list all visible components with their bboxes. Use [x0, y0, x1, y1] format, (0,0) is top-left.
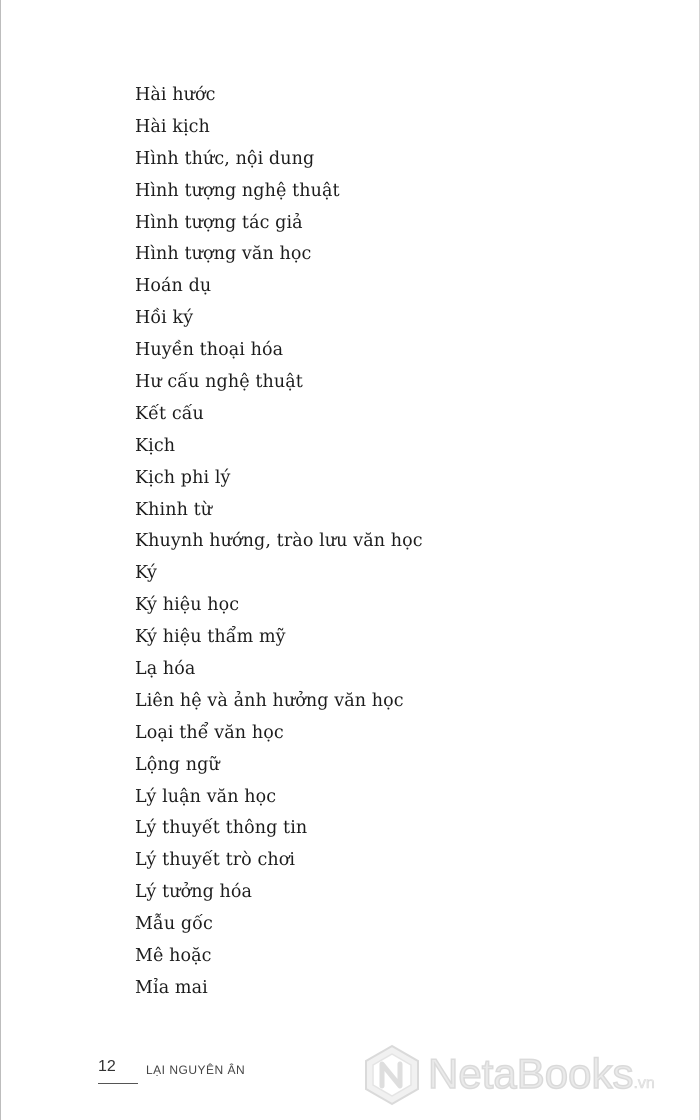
term-entry: Lý luận văn học	[135, 786, 277, 807]
page-edge-left	[0, 0, 1, 1120]
term-entry: Mỉa mai	[135, 977, 208, 998]
term-entry: Kịch phi lý	[135, 467, 231, 488]
term-entry: Ký hiệu thẩm mỹ	[135, 627, 286, 648]
term-entry: Hình tượng văn học	[135, 244, 312, 265]
term-entry: Khuynh hướng, trào lưu văn học	[135, 531, 423, 552]
term-entry: Lý thuyết thông tin	[135, 818, 308, 839]
term-entry: Lý thuyết trò chơi	[135, 850, 296, 871]
page-number: 12	[98, 1058, 116, 1075]
netabooks-logo-icon	[362, 1044, 422, 1106]
watermark-brand	[428, 1050, 655, 1098]
term-entry: Liên hệ và ảnh hưởng văn học	[135, 690, 404, 711]
term-entry: Mẫu gốc	[135, 914, 213, 935]
term-entry: Kịch	[135, 435, 176, 456]
footer-divider	[98, 1083, 138, 1084]
term-entry: Ký hiệu học	[135, 595, 240, 616]
term-entry: Hình tượng nghệ thuật	[135, 180, 340, 201]
term-list	[135, 80, 423, 1005]
watermark-suffix: .vn	[633, 1075, 655, 1092]
term-entry: Kết cấu	[135, 403, 204, 424]
term-entry: Hài kịch	[135, 116, 210, 137]
term-entry: Loại thể văn học	[135, 722, 284, 743]
term-entry: Hài hước	[135, 85, 216, 105]
term-entry: Hình tượng tác giả	[135, 212, 303, 233]
term-entry: Hoán dụ	[135, 276, 212, 297]
term-entry: Lý tưởng hóa	[135, 882, 253, 903]
author-name: LẠI NGUYÊN ÂN	[146, 1063, 246, 1077]
term-entry: Hư cấu nghệ thuật	[135, 372, 303, 393]
term-entry: Hình thức, nội dung	[135, 148, 315, 169]
term-entry: Lạ hóa	[135, 659, 196, 680]
watermark	[362, 1042, 698, 1108]
term-entry: Lộng ngữ	[135, 754, 220, 775]
watermark-brand-name: NetaBooks	[428, 1050, 634, 1097]
term-entry: Ký	[135, 563, 158, 584]
term-entry: Mê hoặc	[135, 946, 212, 967]
term-entry: Khinh từ	[135, 499, 213, 520]
term-entry: Hồi ký	[135, 308, 194, 329]
term-entry: Huyền thoại hóa	[135, 340, 284, 361]
